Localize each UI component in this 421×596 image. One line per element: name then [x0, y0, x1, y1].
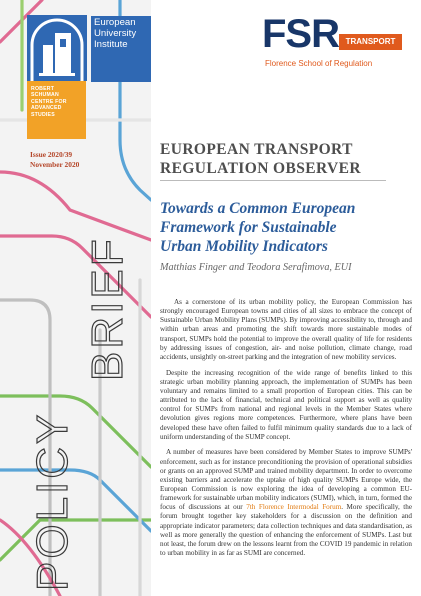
rsc-line: CENTRE FOR	[31, 98, 67, 105]
fsr-transport-badge: TRANSPORT	[339, 34, 402, 50]
fsr-logo	[262, 14, 412, 74]
title-line: Towards a Common European	[160, 200, 356, 217]
series-title	[160, 140, 395, 178]
eui-name	[91, 16, 151, 82]
paragraph-3-text-end: . More specifically, the forum brought together key stakeholders for a discussion on the definition and appropriate indicator parameters; data collection techniques and data standardisation, as well as more generally the question of enhancing the enforcement of SUMPs. Last but not least, the forum drew on the lessons learnt from the COVID 19 pandemic in relation to urban mobility in as far as SUMI are concerned.	[160, 503, 413, 558]
fsr-subtitle: Florence School of Regulation	[265, 59, 373, 68]
issue-number: Issue 2020/39	[30, 150, 73, 159]
paragraph-3-text: A number of measures have been considered by Member States to improve SUMPs' enforcement, such as for instance preconditioning the provision of operational subsidies or grants on an approved SUMP and trained mobility department. In order to overcome existing barriers and accelerate the uptake of high quality SUMPs Europe wide, the European Commission is now exploring the idea of developing a common EU-framework for sustainable urban mobility indicators (SUMI), which, in turn, formed the focus of discussions at our	[160, 448, 412, 512]
rsc-line: ADVANCED	[31, 105, 62, 112]
policy-label: POLICY	[28, 411, 77, 591]
paragraph-1: As a cornerstone of its urban mobility policy, the European Commission has strongly encouraged European towns and cities of all sizes to embrace the concept of Sustainable Urban Mobility Plans (SUMPs). By improving accessibility to, through and within urban areas and promoting the shift towards more sustainable modes of transport, SUMPs hold the potential to improve the overall quality of life for residents by addressing issues of congestion, air- and noise pollution, climate change, road accidents, unsightly on-street parking and the integration of new mobility services.	[160, 298, 412, 361]
divider	[160, 180, 386, 181]
issue-date: November 2020	[30, 160, 80, 169]
body-text	[160, 298, 412, 565]
rsc-line: SCHUMAN	[31, 92, 59, 99]
eui-building-icon	[27, 15, 87, 81]
rsc-label	[27, 81, 86, 139]
paragraph-2: Despite the increasing recognition of the wide range of benefits linked to this strategic urban mobility planning approach, the implementation of SUMPs has been voluntary and remains limited to a small proportion of European cities. This can be attributed to the lack of financial, technical and political support as well as quality control for SUMPs from national and regional levels in the Member States where devolution gives regions more competences. Furthermore, where plans have been developed these have often failed to fulfil minimum quality standards due to a lack of uniform understanding of the SUMP concept.	[160, 368, 412, 441]
issue-info	[30, 150, 79, 170]
fsr-letters: FSR	[262, 12, 339, 56]
authors: Matthias Finger and Teodora Serafimova, EUI	[160, 262, 352, 273]
rsc-line: STUDIES	[31, 111, 55, 118]
paragraph-3	[160, 448, 412, 558]
brief-label: BRIEF	[83, 236, 132, 381]
forum-link[interactable]: 7th Florence Intermodal Forum	[246, 503, 342, 512]
eui-name-line: University	[94, 28, 137, 39]
cover-sidebar	[0, 0, 151, 596]
series-title-line: REGULATION OBSERVER	[160, 160, 361, 177]
series-title-line: EUROPEAN TRANSPORT	[160, 141, 353, 158]
document-title	[160, 199, 400, 256]
title-line: Urban Mobility Indicators	[160, 238, 328, 255]
rsc-line: ROBERT	[31, 86, 55, 92]
title-line: Framework for Sustainable	[160, 219, 337, 236]
eui-name-line: European	[94, 17, 136, 28]
eui-name-line: Institute	[94, 39, 128, 50]
